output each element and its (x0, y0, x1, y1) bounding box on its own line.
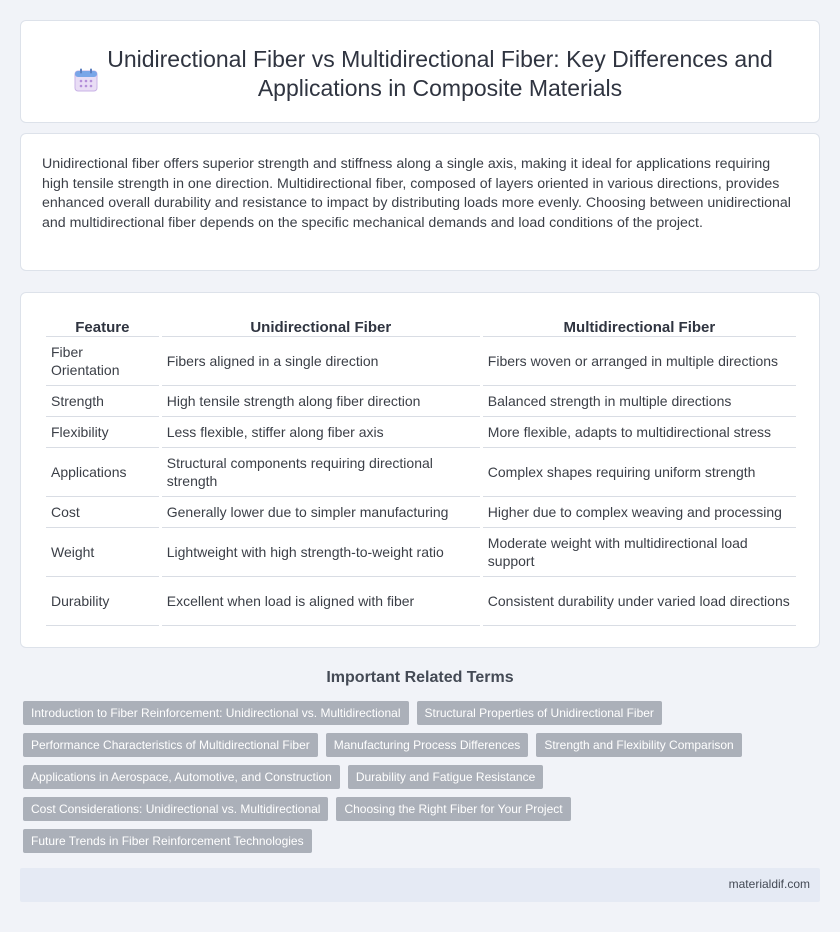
row-unidirectional: High tensile strength along fiber direction (162, 386, 480, 417)
related-terms-list (23, 701, 803, 861)
row-unidirectional: Generally lower due to simpler manufacturing (162, 497, 480, 528)
table-row (46, 417, 796, 448)
comparison-card (20, 292, 820, 648)
row-multidirectional: Fibers woven or arranged in multiple directions (483, 337, 796, 386)
table-row (46, 337, 796, 386)
row-feature: Durability (46, 577, 159, 626)
related-term-tag[interactable]: Choosing the Right Fiber for Your Project (336, 797, 570, 821)
intro-paragraph: Unidirectional fiber offers superior strength and stiffness along a single axis, making it ideal for applications requiring high tensile strength in one direction. Multidirectional fiber, composed of layers oriented in various directions, provides enhanced overall durability and resistance to impact by distributing loads more evenly. Choosing between unidirectional and multidirectional fiber depends on the specific mechanical demands and load conditions of the project. (42, 156, 791, 232)
row-feature: Applications (46, 448, 159, 497)
row-multidirectional: More flexible, adapts to multidirectional stress (483, 417, 796, 448)
table-header-row (46, 315, 796, 337)
header-feature: Feature (46, 315, 159, 337)
tag-row (23, 797, 803, 821)
row-multidirectional: Balanced strength in multiple directions (483, 386, 796, 417)
table-row (46, 528, 796, 577)
row-feature: Fiber Orientation (46, 337, 159, 386)
related-term-tag[interactable]: Durability and Fatigue Resistance (348, 765, 543, 789)
page-title: Unidirectional Fiber vs Multidirectional Fiber: Key Differences and Applications in Composite Materials (107, 46, 773, 101)
row-feature: Strength (46, 386, 159, 417)
row-feature: Weight (46, 528, 159, 577)
row-unidirectional: Structural components requiring directional strength (162, 448, 480, 497)
table-row (46, 577, 796, 626)
footer (20, 868, 820, 902)
related-term-tag[interactable]: Applications in Aerospace, Automotive, and Construction (23, 765, 340, 789)
comparison-table (43, 315, 799, 626)
row-unidirectional: Lightweight with high strength-to-weight ratio (162, 528, 480, 577)
related-term-tag[interactable]: Structural Properties of Unidirectional Fiber (417, 701, 662, 725)
related-term-tag[interactable]: Strength and Flexibility Comparison (536, 733, 741, 757)
row-feature: Cost (46, 497, 159, 528)
footer-site-link[interactable]: materialdif.com (728, 877, 810, 891)
header-multidirectional: Multidirectional Fiber (483, 315, 796, 337)
title-card (20, 20, 820, 123)
row-multidirectional: Consistent durability under varied load directions (483, 577, 796, 626)
row-multidirectional: Moderate weight with multidirectional load support (483, 528, 796, 577)
row-unidirectional: Excellent when load is aligned with fiber (162, 577, 480, 626)
related-term-tag[interactable]: Introduction to Fiber Reinforcement: Unidirectional vs. Multidirectional (23, 701, 409, 725)
row-unidirectional: Less flexible, stiffer along fiber axis (162, 417, 480, 448)
tag-row (23, 733, 803, 757)
related-term-tag[interactable]: Performance Characteristics of Multidirectional Fiber (23, 733, 318, 757)
related-terms-title: Important Related Terms (326, 669, 514, 686)
tag-row (23, 829, 803, 853)
row-multidirectional: Higher due to complex weaving and processing (483, 497, 796, 528)
table-row (46, 497, 796, 528)
related-term-tag[interactable]: Future Trends in Fiber Reinforcement Technologies (23, 829, 312, 853)
row-unidirectional: Fibers aligned in a single direction (162, 337, 480, 386)
tag-row (23, 765, 803, 789)
header-unidirectional: Unidirectional Fiber (162, 315, 480, 337)
row-feature: Flexibility (46, 417, 159, 448)
table-row (46, 386, 796, 417)
intro-card (20, 133, 820, 271)
table-row (46, 448, 796, 497)
related-term-tag[interactable]: Cost Considerations: Unidirectional vs. Multidirectional (23, 797, 328, 821)
tag-row (23, 701, 803, 725)
related-term-tag[interactable]: Manufacturing Process Differences (326, 733, 529, 757)
row-multidirectional: Complex shapes requiring uniform strength (483, 448, 796, 497)
